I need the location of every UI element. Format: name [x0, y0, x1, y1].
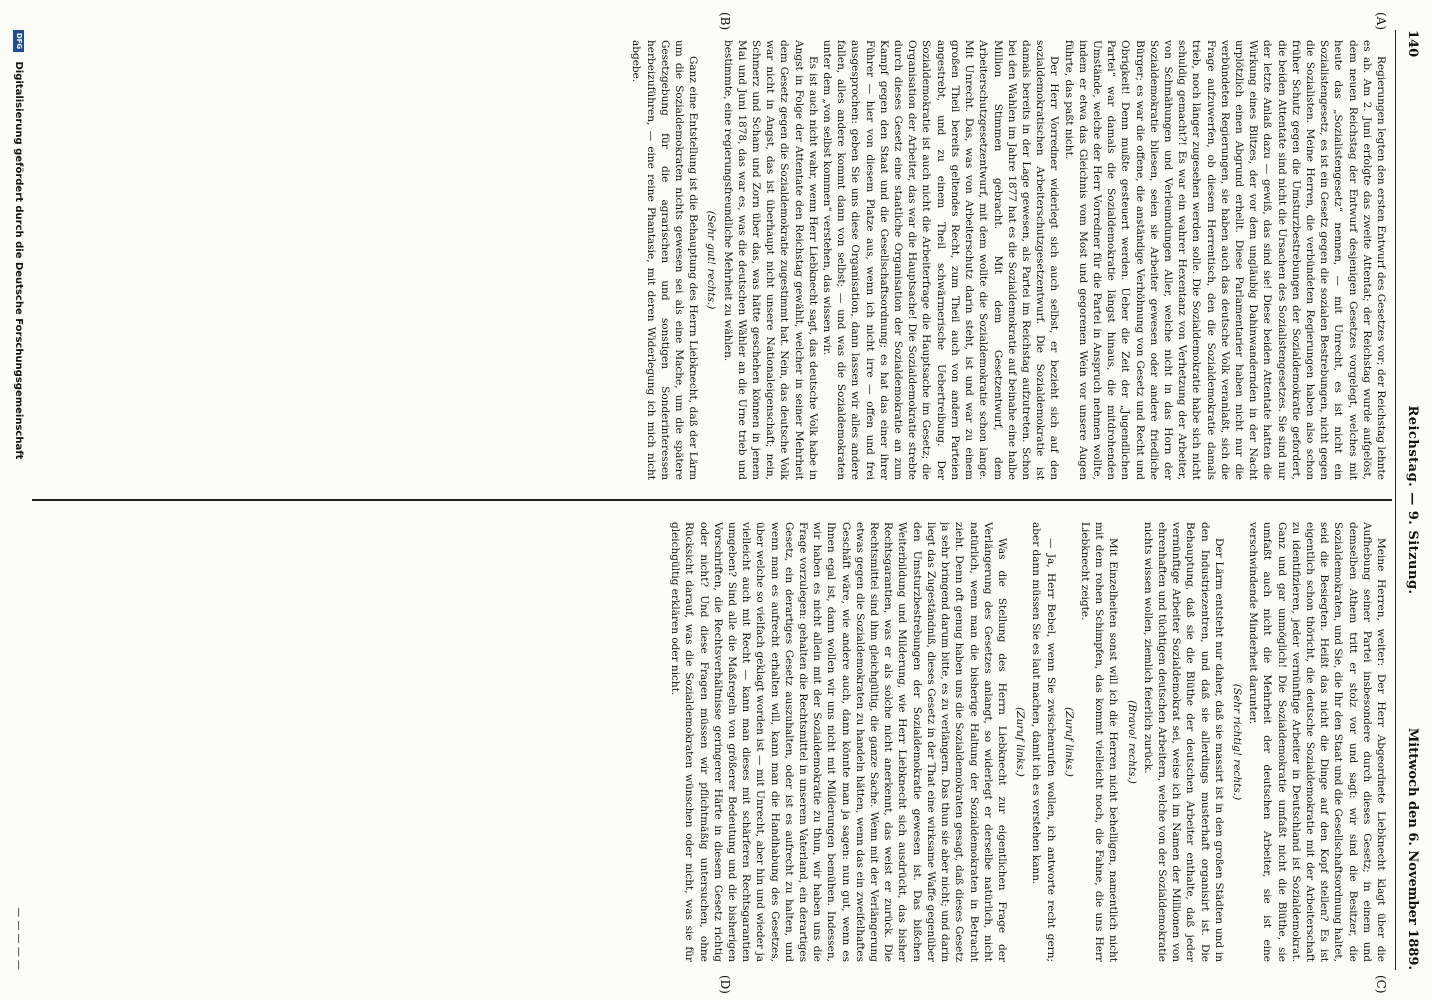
right-remark: (Sehr richtig! rechts.) [1230, 683, 1243, 801]
right-remark: (Bravo! rechts.) [1125, 700, 1138, 784]
left-remark: (Sehr gut! rechts.) [705, 210, 718, 310]
right-paragraph: Mit Einzelheiten sonst will ich die Herren nicht behelligen, namentlich nicht mit dem rohen Schimpfen, das kommt vielleicht noch, die Fahne, die uns Herr Liebknecht zeigte. [1078, 522, 1120, 962]
margin-marker-a: (A) [1374, 12, 1388, 31]
left-paragraph: Der Herr Vorredner widerlegt sich auch selbst, er bezieht sich auf den sozialdemokratischen Arbeiterschutzgesetzentwurf. Die Sozialdemokratie ist damals bereits in der Lage gewesen, als Partei im Reichstag aufzutreten. Schon bei den Wahlen im Jahre 1877 hat es die Sozialdemokratie auf beinahe eine halbe Million Stimmen gebracht. Mit dem Gesetzentwurf, dem Arbeiterschutzgesetzentwurf, mit dem wollte die Sozialdemokratie schon lange. Mit Unrecht. Das, was von Arbeiterschutz darin steht, ist und war zu einem großen Theil bereits geltendes Recht, zum Theil auch von andern Parteien angestrebt, und zu einem Theil schwärmerische Uebertreibung. Der Sozialdemokratie ist auch nicht die Arbeiterfrage die Hauptsache im Gesetz; die Organisation der Arbeiter, das war die Hauptsache! Die Sozialdemokratie strebte durch dieses Gesetz eine staatliche Organisation der Sozialdemokratie an zum Kampf gegen den Staat und die Gesellschaftsordnung; es hat das einer ihrer Führer — hier von diesem Platze aus, wenn ich nicht irre — offen und frei ausgesprochen: geben Sie uns diese Organisation, dann lassen wir alles andere fallen, alles andere kommt dann von selbst; — und was die Sozialdemokraten unter dem „von selbst kommen“ verstehen, das wissen wir. [821, 40, 1061, 480]
header-date: Mittwoch den 6. November 1889. [1405, 727, 1420, 970]
margin-marker-d: (D) [718, 975, 732, 994]
page-number: 140 [1405, 30, 1420, 58]
dfg-logo: DFG [13, 30, 24, 52]
footer-credit: Digitalisierung gefördert durch die Deutsche Forschungsgemeinschaft [13, 61, 24, 460]
margin-marker-c: (C) [1374, 975, 1388, 994]
header-rule [1395, 30, 1396, 970]
digitization-footer [10, 30, 24, 970]
header-title: Reichstag. — 9. Sitzung. [1405, 405, 1420, 595]
left-paragraph: Regierungen legten den ersten Entwurf des Gesetzes vor; der Reichstag lehnte es ab. Am 2. Juni erfolgte das zweite Attentat; der Reichstag wurde aufgelöst, dem neuen Reichstag der Entwurf desjenigen Gesetzes vorgelegt, welches mit heute das „Sozialistengesetz“ nennen, — mit Unrecht, es ist nicht ein Sozialistengesetz, es ist ein Gesetz gegen die sozialen Bestrebungen, nicht gegen die Sozialisten. Meine Herren, die verbündeten Regierungen haben also schon früher Schutz gegen die Umsturzbestrebungen der Sozialdemokratie gefordert, die beiden Attentate sind nicht die Ursachen des Sozialistengesetzes. Sie sind nur der letzte Anlaß dazu — gewiß, das sind sie! Diese beiden Attentate hatten die Wirkung eines Blitzes, der vor dem ungläubig Dahinwandernden in der Nacht urplötzlich einen Abgrund erhellt. Diese Parlamentarier haben nicht nur die verbündeten Regierungen, sie haben auch das deutsche Volk veranlaßt, sich die Frage aufzuwerfen, ob diesem Herrentisch, den die Sozialdemokratie damals trieb, noch länger zugesehen werden solle. Die Sozialdemokratie habe sich nicht schuldig gemacht?! Es war ein wahrer Hexentanz von Verhetzung der Arbeiter, von Schmähungen und Verleumdungen Aller, welche nicht in das Horn der Sozialdemokratie bliesen, seien sie Arbeiter gewesen oder andere friedliche Bürger; es war die offene, die anständige Verhöhnung von Gesetz und Recht und Obrigkeit! Denn mußte gesteuert werden. Ueber die Zeit der „Jugendlichen Partei“ war damals die Sozialdemokratie längst hinaus, die mitdrohenden Umstände, welche der Herr Vorredner für die Partei in Anspruch nehmen wollte, indem er etwa das Gleichnis vom Most und gegorenen Wein vor unsere Augen führte, das paßt nicht. [1062, 40, 1387, 480]
left-paragraph: Ganz eine Entstellung ist die Behauptung des Herrn Liebknecht, daß der Lärm um die Sozialdemokraten nichts gewesen sei als eine Mache, um die spätere Gesetzgebung für die agrarischen und sonstigen Sonderinteressen herbeizuführen, — eine reine Phantasie, mit deren Widerlegung ich mich nicht abgebe. [630, 40, 700, 480]
running-head [1398, 30, 1420, 970]
right-paragraph: Meine Herren, weiter: Der Herr Abgeordnete Liebknecht klagt über die Aufhebung seiner Partei insbesondere durch dieses Gesetz; in einem und demselben Athem tritt er stolz vor und sagt: wir sind die Besitzer, die Sozialdemokraten, und Sie, die Ihr den Staat und die Gesellschaftsordnung haltet, seid die Besiegten. Heißt das nicht die Dinge auf den Kopf stellen? Es ist eigentlich schon thöricht, die deutsche Sozialdemokratie mit der Arbeiterschaft zu identifizieren, jeder vernünftige Arbeiter in Deutschland ist Sozialdemokrat. Ganz und gar unmöglich! Die Sozialdemokratie umfaßt nicht die Blüthe, sie umfaßt auch nicht die Mehrheit der deutschen Arbeiter, sie ist eine verschwindende Minderheit darunter. [1247, 522, 1387, 962]
footer-line: — — — — — [13, 907, 24, 970]
left-text-column [58, 40, 1388, 480]
right-remark: (Zuruf links.) [1014, 707, 1027, 777]
right-remark: (Zuruf links.) [1062, 707, 1075, 777]
right-paragraph: Der Lärm entsteht nur daher, daß sie massirt ist in den großen Städten und in den Industriezentren, und daß sie allerdings musterhaft organisirt ist. Die Behauptung, daß sie die Blüthe der deutschen Arbeiter enthalte, daß jeder vernünftige Arbeiter Sozialdemokrat sei, weise ich im Namen der Millionen von ehrenhaften und tüchtigen deutschen Arbeitern, welche von der Sozialdemokratie nichts wissen wollen, ziemlich feierlich zurück. [1141, 522, 1225, 962]
margin-marker-b: (B) [718, 12, 732, 31]
right-paragraph: — Ja, Herr Bebel, wenn Sie zwischenrufen wollen, ich antworte recht gern; aber dann müssen Sie es laut machen, damit ich es verstehen kann. [1030, 522, 1057, 962]
left-paragraph: Es ist auch nicht wahr, wenn Herr Liebknecht sagt, das deutsche Volk habe in Angst in Folge der Attentate den Reichstag gewählt, welcher in seiner Mehrheit dem Gesetz gegen die Sozialdemokratie zugestimmt hat. Nein, das deutsche Volk war nicht in Angst, das ist überhaupt nicht unsere Nationaleigenschaft; nein, Schmerz und Scham und Zorn über das, was hätte geschehen können in jenem Mai und Juni 1878, das war es, was die deutschen Wähler an die Urne trieb und bestimmte, eine regierungsfreundliche Mehrheit zu wählen. [721, 40, 819, 480]
right-text-column [58, 522, 1388, 962]
column-rule [32, 499, 1392, 501]
right-paragraph: Was die Stellung des Herrn Liebknecht zur eigentlichen Frage der Verlängerung des Gesetzes anlangt, so widerlegt er derselbe natürlich, nicht natürlich, wenn man die bisherige Haltung der Sozialdemokraten in Betracht zieht. Denn oft genug haben uns die Sozialdemokraten gesagt, daß dieses Gesetz ja sehr bringend darum bitte, es zu verlängern. Das thun sie aber nicht; und darin liegt das Zugeständniß, dieses Gesetz in der That eine wirksame Waffe gegenüber den Umsturzbestrebungen der Sozialdemokratie gewesen ist. Das bißchen Weiterbildung und Milderung, wie Herr Liebknecht sich ausdrückt, das bisher Rechtsgarantien, was er als solche nicht anerkennt, das weist er zurück. Die Rechtsmittel sind ihm gleichgültig, die ganze Sache. Wenn mit der Verlängerung etwas gegen die Sozialdemokraten zu handeln hätten, wenn das ein zweifelhaftes Geschäft wäre, wie andere auch, dann könnte man ja sagen: nun gut, wenn es Ihnen egal ist, dann wollen wir uns nicht mit Milderungen bemühen. Indessen, wir haben es nicht allein mit der Sozialdemokratie zu thun, wir haben uns die Frage vorzulegen: gehalten die Rechtsmittel in unserem Vaterland, ein derartiges Gesetz, ein derartiges Gesetz auszuhalten, oder ist es aufrecht zu halten, und wenn man es aufrecht erhalten will, kann man die Handhabung des Gesetzes, über welche so vielfach geklagt worden ist — mit Unrecht, aber hin und wieder ja vielleicht auch mit Recht — kann man dieses mit schärferen Rechtsgarantien umgeben? Sind alle die Maßregeln von größerer Bedeutung und die bisherigen Vorschriften, die Rechtsverhältnisse geringerer Härte in diesem Gesetz richtig oder nicht? Und diese Fragen müssen wir pflichtmäßig untersuchen, ohne Rücksicht darauf, was die Sozialdemokraten wünschen oder nicht, was sie für gleichgültig erklären oder nicht. [669, 522, 1008, 962]
